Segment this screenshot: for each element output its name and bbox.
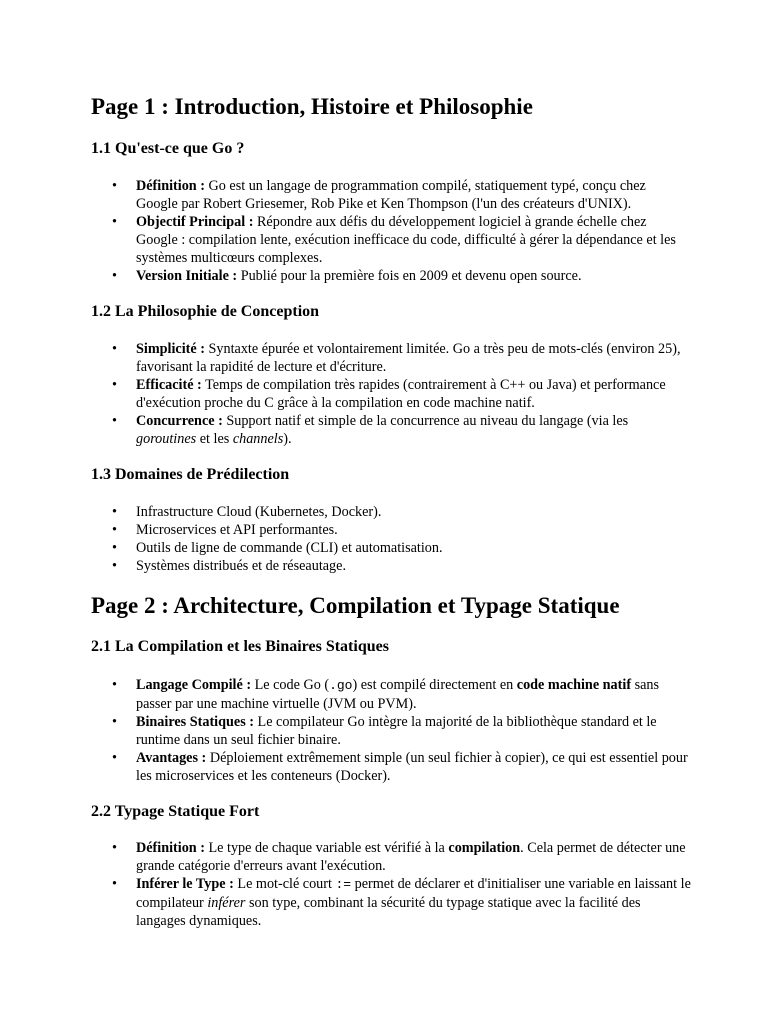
item-strong: code machine natif [516, 677, 632, 693]
section-2-1-heading: 2.1 La Compilation et les Binaires Statiques [91, 638, 389, 655]
section-1-3-heading: 1.3 Domaines de Prédilection [91, 466, 290, 483]
list-item [91, 412, 691, 448]
item-text: ) est compilé directement en [352, 677, 517, 693]
list-item: • Infrastructure Cloud (Kubernetes, Docker). [91, 503, 691, 521]
list-item: • Microservices et API performantes. [91, 521, 691, 539]
item-term: Simplicité : [136, 341, 205, 357]
item-code: .go [329, 678, 353, 693]
list-item: • Outils de ligne de commande (CLI) et automatisation. [91, 539, 691, 557]
item-text: Le compilateur Go intègre la majorité de la bibliothèque standard et le runtime dans un seul fichier binaire. [136, 714, 657, 748]
list-item [91, 839, 691, 875]
item-text: permet de déclarer et d'initialiser une variable en laissant le compilateur [136, 876, 691, 911]
item-term: Efficacité : [136, 377, 202, 393]
list-item [91, 177, 691, 213]
item-text: ). [283, 431, 292, 447]
list-item [91, 213, 691, 267]
item-term: Définition : [136, 840, 205, 856]
list-item [91, 676, 691, 713]
item-text: et les [196, 431, 233, 447]
item-text: Support natif et simple de la concurrence au niveau du langage (via les [222, 413, 629, 429]
page1-title: Page 1 : Introduction, Histoire et Philosophie [91, 94, 533, 119]
item-term: Concurrence : [136, 413, 223, 429]
list-item [91, 340, 691, 376]
section-2-2-heading: 2.2 Typage Statique Fort [91, 803, 260, 820]
item-text: Le mot-clé court [233, 876, 336, 892]
item-text: sans passer par une machine virtuelle (JVM ou PVM). [136, 677, 660, 712]
item-text: Go est un langage de programmation compilé, statiquement typé, conçu chez Google par Robert Griesemer, Rob Pike et Ken Thompson (l'un des créateurs d'UNIX). [136, 178, 646, 212]
item-text: . Cela permet de détecter une grande catégorie d'erreurs avant l'exécution. [136, 840, 686, 874]
item-emphasis: inférer [207, 895, 246, 911]
list-item [91, 713, 691, 749]
section-1-1-heading: 1.1 Qu'est-ce que Go ? [91, 140, 245, 157]
item-emphasis: goroutines [136, 431, 197, 447]
item-term: Avantages : [136, 750, 207, 766]
item-term: Langage Compilé : [136, 677, 252, 693]
section-2-1-list [91, 676, 691, 785]
item-emphasis: channels [232, 431, 284, 447]
item-term: Version Initiale : [136, 268, 238, 284]
item-text: Déploiement extrêmement simple (un seul fichier à copier), ce qui est essentiel pour les microservices et les conteneurs (Docker). [136, 750, 688, 784]
item-strong: compilation [448, 840, 521, 856]
list-item [91, 875, 691, 930]
item-text: Temps de compilation très rapides (contrairement à C++ ou Java) et performance d'exécution proche du C grâce à la compilation en code machine natif. [136, 377, 666, 411]
item-text: Répondre aux défis du développement logiciel à grande échelle chez Google : compilation lente, exécution inefficace du code, difficulté à gérer la dépendance et les systèmes multicœurs complexes. [136, 214, 676, 266]
item-text: Publié pour la première fois en 2009 et devenu open source. [237, 268, 582, 284]
page2-title: Page 2 : Architecture, Compilation et Typage Statique [91, 593, 620, 618]
section-1-1-list [91, 177, 691, 285]
item-text: son type, combinant la sécurité du typage statique avec la facilité des langages dynamiques. [136, 895, 641, 929]
item-term: Inférer le Type : [136, 876, 234, 892]
section-2-2-list [91, 839, 691, 930]
item-term: Binaires Statiques : [136, 714, 254, 730]
list-item [91, 749, 691, 785]
list-item [91, 267, 691, 285]
item-term: Définition : [136, 178, 205, 194]
item-text: Syntaxte épurée et volontairement limitée. Go a très peu de mots-clés (environ 25), favorisant la rapidité de lecture et d'écriture. [136, 341, 681, 375]
section-1-2-list [91, 340, 691, 448]
item-term: Objectif Principal : [136, 214, 254, 230]
item-text: Le type de chaque variable est vérifié à la [204, 840, 449, 856]
section-1-3-list [91, 503, 691, 575]
item-text: Le code Go ( [251, 677, 330, 693]
list-item [91, 376, 691, 412]
item-code: := [335, 877, 352, 892]
list-item: • Systèmes distribués et de réseautage. [91, 557, 691, 575]
section-1-2-heading: 1.2 La Philosophie de Conception [91, 303, 320, 320]
